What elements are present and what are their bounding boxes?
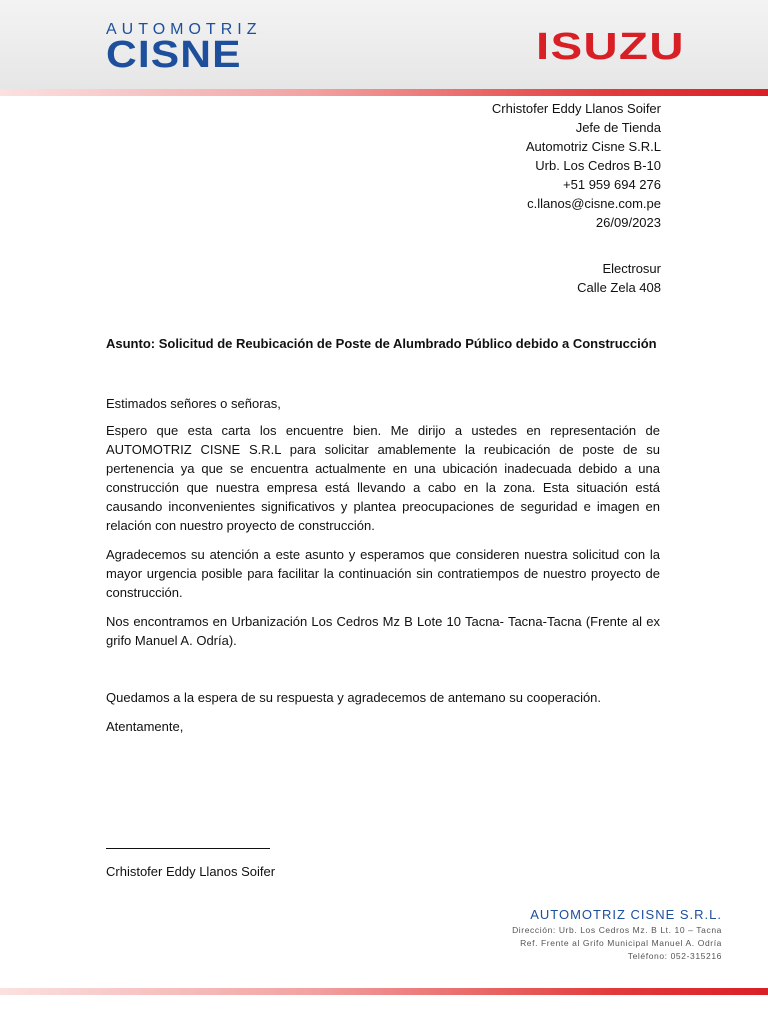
recipient-address: Calle Zela 408: [577, 280, 661, 295]
footer-block: [512, 906, 722, 963]
signature-name: Crhistofer Eddy Llanos Soifer: [106, 864, 276, 879]
sender-position: Jefe de Tienda: [575, 120, 661, 135]
paragraph-3: Nos encontramos en Urbanización Los Cedros Mz B Lote 10 Tacna- Tacna-Tacna (Frente al ex grifo Manuel A. Odría).: [106, 614, 660, 648]
paragraph-1: Espero que esta carta los encuentre bien. Me dirijo a ustedes en representación de AUTOMOTRIZ CISNE S.R.L para solicitar amablemente la reubicación de poste de su pertenencia ya que se encuentra actualmente en una ubicación inadecuada debido a una construcción que nuestra empresa está llevando a cabo en la zona. Esta situación está causando inconvenientes significativos y plantea preocupaciones de seguridad e imagen en relación con nuestro proyecto de construcción.: [106, 423, 660, 533]
signature-line: [106, 848, 270, 849]
footer-divider: [0, 988, 768, 995]
paragraph-4: Quedamos a la espera de su respuesta y agradecemos de antemano su cooperación.: [106, 690, 602, 705]
sender-company: Automotriz Cisne S.R.L: [525, 139, 661, 154]
closing: Atentamente,: [106, 719, 184, 734]
sender-email: c.llanos@cisne.com.pe: [527, 196, 661, 211]
recipient-block: [577, 259, 661, 297]
sender-address: Urb. Los Cedros B-10: [535, 158, 661, 173]
subject-line: Asunto: Solicitud de Reubicación de Poste de Alumbrado Público debido a Construcción: [106, 336, 657, 351]
sender-phone: +51 959 694 276: [563, 177, 661, 192]
isuzu-logo: ISUZU: [536, 26, 685, 68]
sender-block: [492, 99, 661, 232]
letter-date: 26/09/2023: [595, 215, 661, 230]
greeting: Estimados señores o señoras,: [106, 396, 281, 411]
sender-name: Crhistofer Eddy Llanos Soifer: [491, 101, 661, 116]
header-divider: [0, 89, 768, 96]
footer-company: AUTOMOTRIZ CISNE S.R.L.: [530, 907, 722, 922]
logo-left-bottom-text: CISNE: [106, 34, 242, 76]
letterhead: [0, 0, 768, 90]
recipient-name: Electrosur: [602, 261, 661, 276]
automotriz-cisne-logo: [106, 21, 272, 76]
footer-phone: Teléfono: 052-315216: [627, 951, 722, 961]
paragraph-2: Agradecemos su atención a este asunto y esperamos que consideren nuestra solicitud con la mayor urgencia posible para facilitar la continuación sin contratiempos de nuestro proyecto de construcción.: [106, 547, 660, 600]
logo-left-top-text: AUTOMOTRIZ: [106, 21, 262, 38]
footer-address: Dirección: Urb. Los Cedros Mz. B Lt. 10 – Tacna: [512, 925, 722, 935]
footer-reference: Ref. Frente al Grifo Municipal Manuel A. Odría: [520, 938, 722, 948]
